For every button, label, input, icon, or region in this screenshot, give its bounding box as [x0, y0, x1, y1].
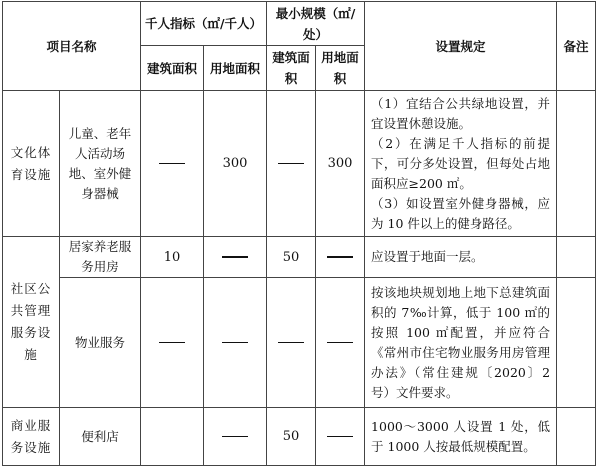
min-building-cell: 50 [267, 237, 316, 278]
category-cell: 社区公共管理服务设施 [3, 237, 60, 408]
remarks-header: 备注 [557, 2, 596, 91]
table-row [3, 237, 596, 278]
category-cell: 文化体育设施 [3, 91, 60, 237]
dash-mark [159, 342, 185, 344]
min-building-cell: 50 [267, 408, 316, 466]
spec-cell: 1000～3000 人设置 1 处，低于 1000 人按最低规模配置。 [365, 408, 557, 466]
min-building-cell [267, 91, 316, 237]
spec-item: （3）如设置室外健身器械，应为 10 件以上的健身路径。 [371, 195, 551, 231]
min-land-cell [316, 237, 365, 278]
min-building-area-header: 建筑面积 [267, 46, 316, 91]
spec-cell [365, 91, 557, 237]
spec-cell: 按该地块规划地上地下总建筑面积的 7‰计算，低于 100 ㎡的按照 100 ㎡配置，并应符合《常州市住宅物业服务用房管理办法》（常住建规〔2020〕2 号）文件要求。 [365, 278, 557, 408]
facility-name-cell: 居家养老服务用房 [60, 237, 141, 278]
remark-cell [557, 278, 596, 408]
min-building-cell [267, 278, 316, 408]
facility-name-cell: 物业服务 [60, 278, 141, 408]
dash-mark [327, 256, 353, 258]
min-scale-header: 最小规模（㎡/处） [267, 2, 365, 46]
dash-mark [159, 163, 185, 165]
setting-rules-header: 设置规定 [365, 2, 557, 91]
item-name-header: 项目名称 [3, 2, 141, 91]
spec-item: （1）宜结合公共绿地设置，并宜设置休憩设施。 [371, 95, 551, 131]
per-k-land-cell: 300 [204, 91, 267, 237]
per-k-building-cell [141, 408, 204, 466]
per-k-land-area-header: 用地面积 [204, 46, 267, 91]
min-land-area-header: 用地面积 [316, 46, 365, 91]
dash-mark [278, 342, 304, 344]
dash-mark [327, 436, 353, 438]
facility-name-cell: 便利店 [60, 408, 141, 466]
dash-mark [222, 256, 248, 258]
category-cell: 商业服务设施 [3, 408, 60, 466]
header-row-1 [3, 2, 596, 46]
dash-mark [222, 342, 248, 344]
per-k-land-cell [204, 237, 267, 278]
table-row [3, 91, 596, 237]
spec-cell: 应设置于地面一层。 [365, 237, 557, 278]
remark-cell [557, 91, 596, 237]
per-k-building-area-header: 建筑面积 [141, 46, 204, 91]
dash-mark [327, 342, 353, 344]
min-land-cell [316, 278, 365, 408]
table-row [3, 278, 596, 408]
dash-mark [222, 436, 248, 438]
dash-mark [278, 163, 304, 165]
remark-cell [557, 408, 596, 466]
spec-item: （2）在满足千人指标的前提下，可分多处设置，但每处占地面积应≥200 ㎡。 [371, 135, 551, 191]
facility-standards-table [2, 1, 596, 466]
per-k-land-cell [204, 278, 267, 408]
remark-cell [557, 237, 596, 278]
table-row [3, 408, 596, 466]
per-thousand-header: 千人指标（㎡/千人） [141, 2, 267, 46]
per-k-building-cell: 10 [141, 237, 204, 278]
facility-name-cell: 儿童、老年人活动场地、室外健身器械 [60, 91, 141, 237]
per-k-land-cell [204, 408, 267, 466]
min-land-cell [316, 408, 365, 466]
min-land-cell: 300 [316, 91, 365, 237]
per-k-building-cell [141, 91, 204, 237]
per-k-building-cell [141, 278, 204, 408]
